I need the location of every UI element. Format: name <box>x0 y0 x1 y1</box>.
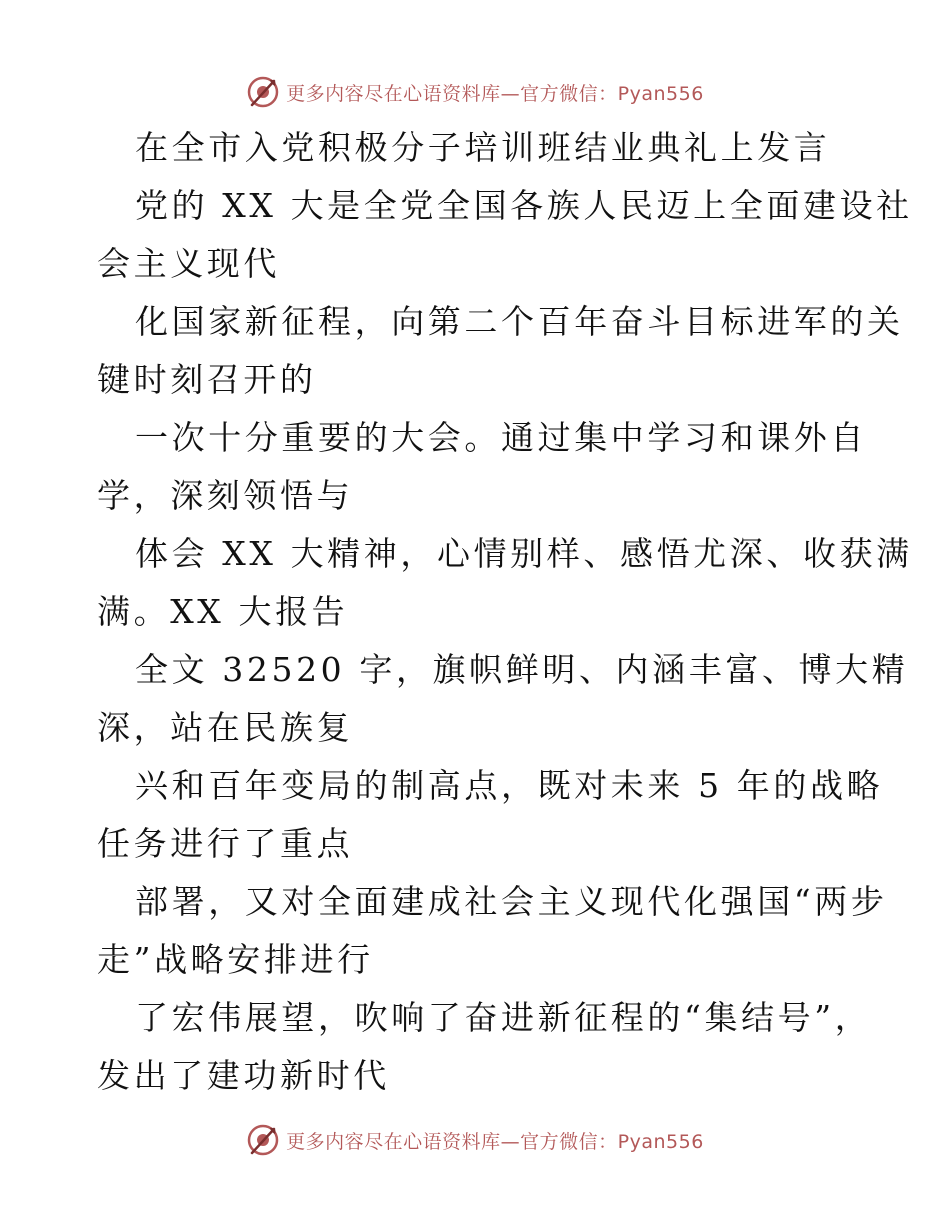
paragraph-line: 任务进行了重点 <box>97 824 354 863</box>
footer-watermark-banner <box>0 1120 950 1160</box>
paragraph-line: 发出了建功新时代 <box>97 1056 390 1095</box>
paragraph-line: 键时刻召开的 <box>97 360 317 399</box>
watermark-text: 更多内容尽在心语资料库—官方微信：Pyan556 <box>286 1130 704 1153</box>
paragraph-line: 深，站在民族复 <box>97 708 354 747</box>
header-watermark-banner <box>0 72 950 112</box>
watermark-text: 更多内容尽在心语资料库—官方微信：Pyan556 <box>286 82 704 105</box>
paragraph-line: 学，深刻领悟与 <box>97 476 354 515</box>
quill-seal-icon <box>246 75 280 109</box>
paragraph-line: 走”战略安排进行 <box>97 940 374 979</box>
paragraph-line: 会主义现代 <box>97 244 280 283</box>
paragraph-line: 化国家新征程，向第二个百年奋斗目标进军的关 <box>135 302 904 341</box>
paragraph-line: 了宏伟展望，吹响了奋进新征程的“集结号”， <box>135 998 872 1037</box>
document-title: 在全市入党积极分子培训班结业典礼上发言 <box>135 128 831 167</box>
paragraph-line: 体会 XX 大精神，心情别样、感悟尤深、收获满 <box>135 534 913 573</box>
paragraph-line: 部署，又对全面建成社会主义现代化强国“两步 <box>135 882 888 921</box>
paragraph-line: 兴和百年变局的制高点，既对未来 5 年的战略 <box>135 766 884 805</box>
paragraph-line: 一次十分重要的大会。通过集中学习和课外自 <box>135 418 867 457</box>
paragraph-line: 党的 XX 大是全党全国各族人民迈上全面建设社 <box>135 186 913 225</box>
quill-seal-icon <box>246 1123 280 1157</box>
paragraph-line: 全文 32520 字，旗帜鲜明、内涵丰富、博大精 <box>135 650 909 689</box>
paragraph-line: 满。XX 大报告 <box>97 592 349 631</box>
